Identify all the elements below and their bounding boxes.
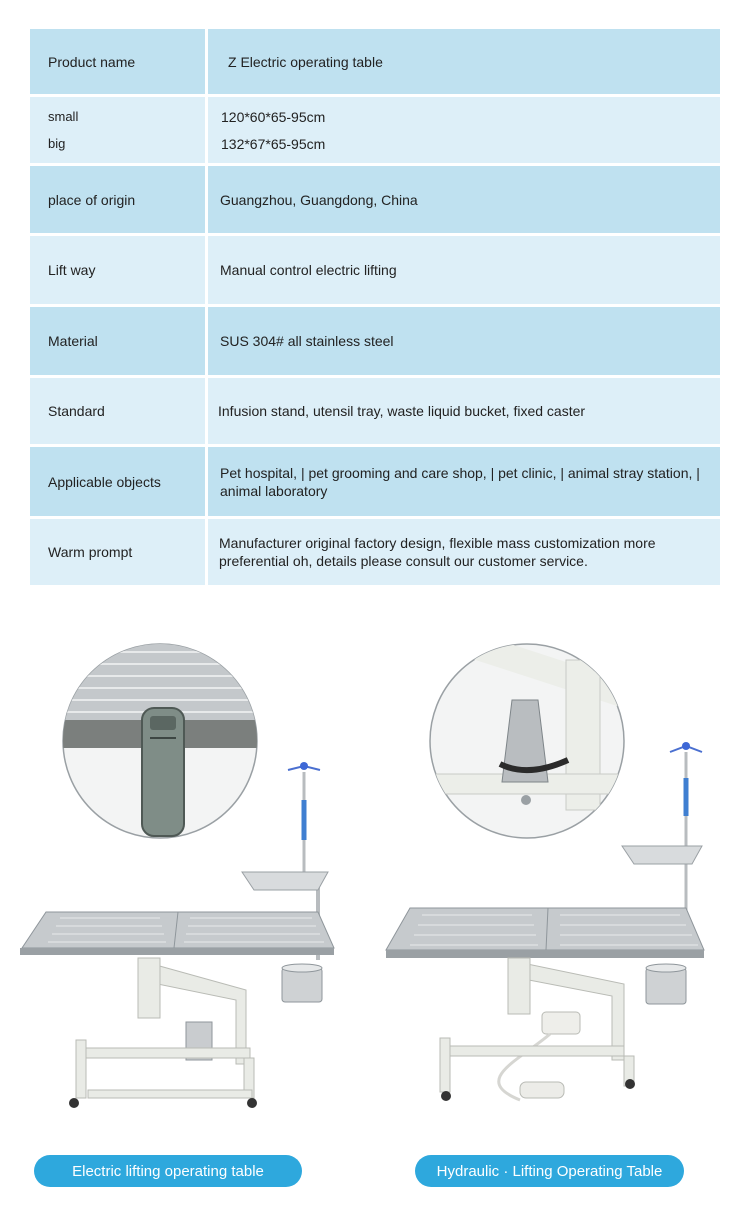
spec-value-small: 120*60*65-95cm [221,108,326,125]
spec-label-small: small [48,108,79,124]
spec-row-material [30,307,720,375]
spec-row-product-name [30,29,720,94]
spec-label: Product name [30,29,205,94]
product-illustrations [0,615,750,1155]
spec-row-sizes [30,97,720,163]
spec-label: Applicable objects [30,447,205,516]
hydraulic-table-image [386,621,704,1101]
spec-label: place of origin [30,166,205,233]
spec-row-origin [30,166,720,233]
spec-value-big: 132*67*65-95cm [221,135,326,152]
spec-label: Material [30,307,205,375]
spec-value: SUS 304# all stainless steel [208,307,720,375]
caption-electric-table: Electric lifting operating table [34,1155,302,1187]
spec-row-lift-way [30,236,720,304]
spec-label: Warm prompt [30,519,205,585]
spec-value: Manufacturer original factory design, flexible mass customization more preferential oh, details please consult our customer service. [208,519,720,585]
spec-value: Pet hospital, | pet grooming and care shop, | pet clinic, | animal stray station, | animal laboratory [208,447,720,516]
spec-value: Infusion stand, utensil tray, waste liquid bucket, fixed caster [208,378,720,444]
spec-label: Standard [30,378,205,444]
spec-row-applicable-objects [30,447,720,516]
spec-table [30,29,720,588]
caption-hydraulic-table: Hydraulic · Lifting Operating Table [415,1155,684,1187]
electric-table-image [20,640,334,1108]
spec-row-warm-prompt [30,519,720,585]
spec-value: Z Electric operating table [208,29,720,94]
spec-value: Manual control electric lifting [208,236,720,304]
spec-value: Guangzhou, Guangdong, China [208,166,720,233]
spec-size-values [208,97,720,163]
spec-size-labels [30,97,205,163]
spec-label-big: big [48,135,66,151]
spec-row-standard [30,378,720,444]
spec-label: Lift way [30,236,205,304]
